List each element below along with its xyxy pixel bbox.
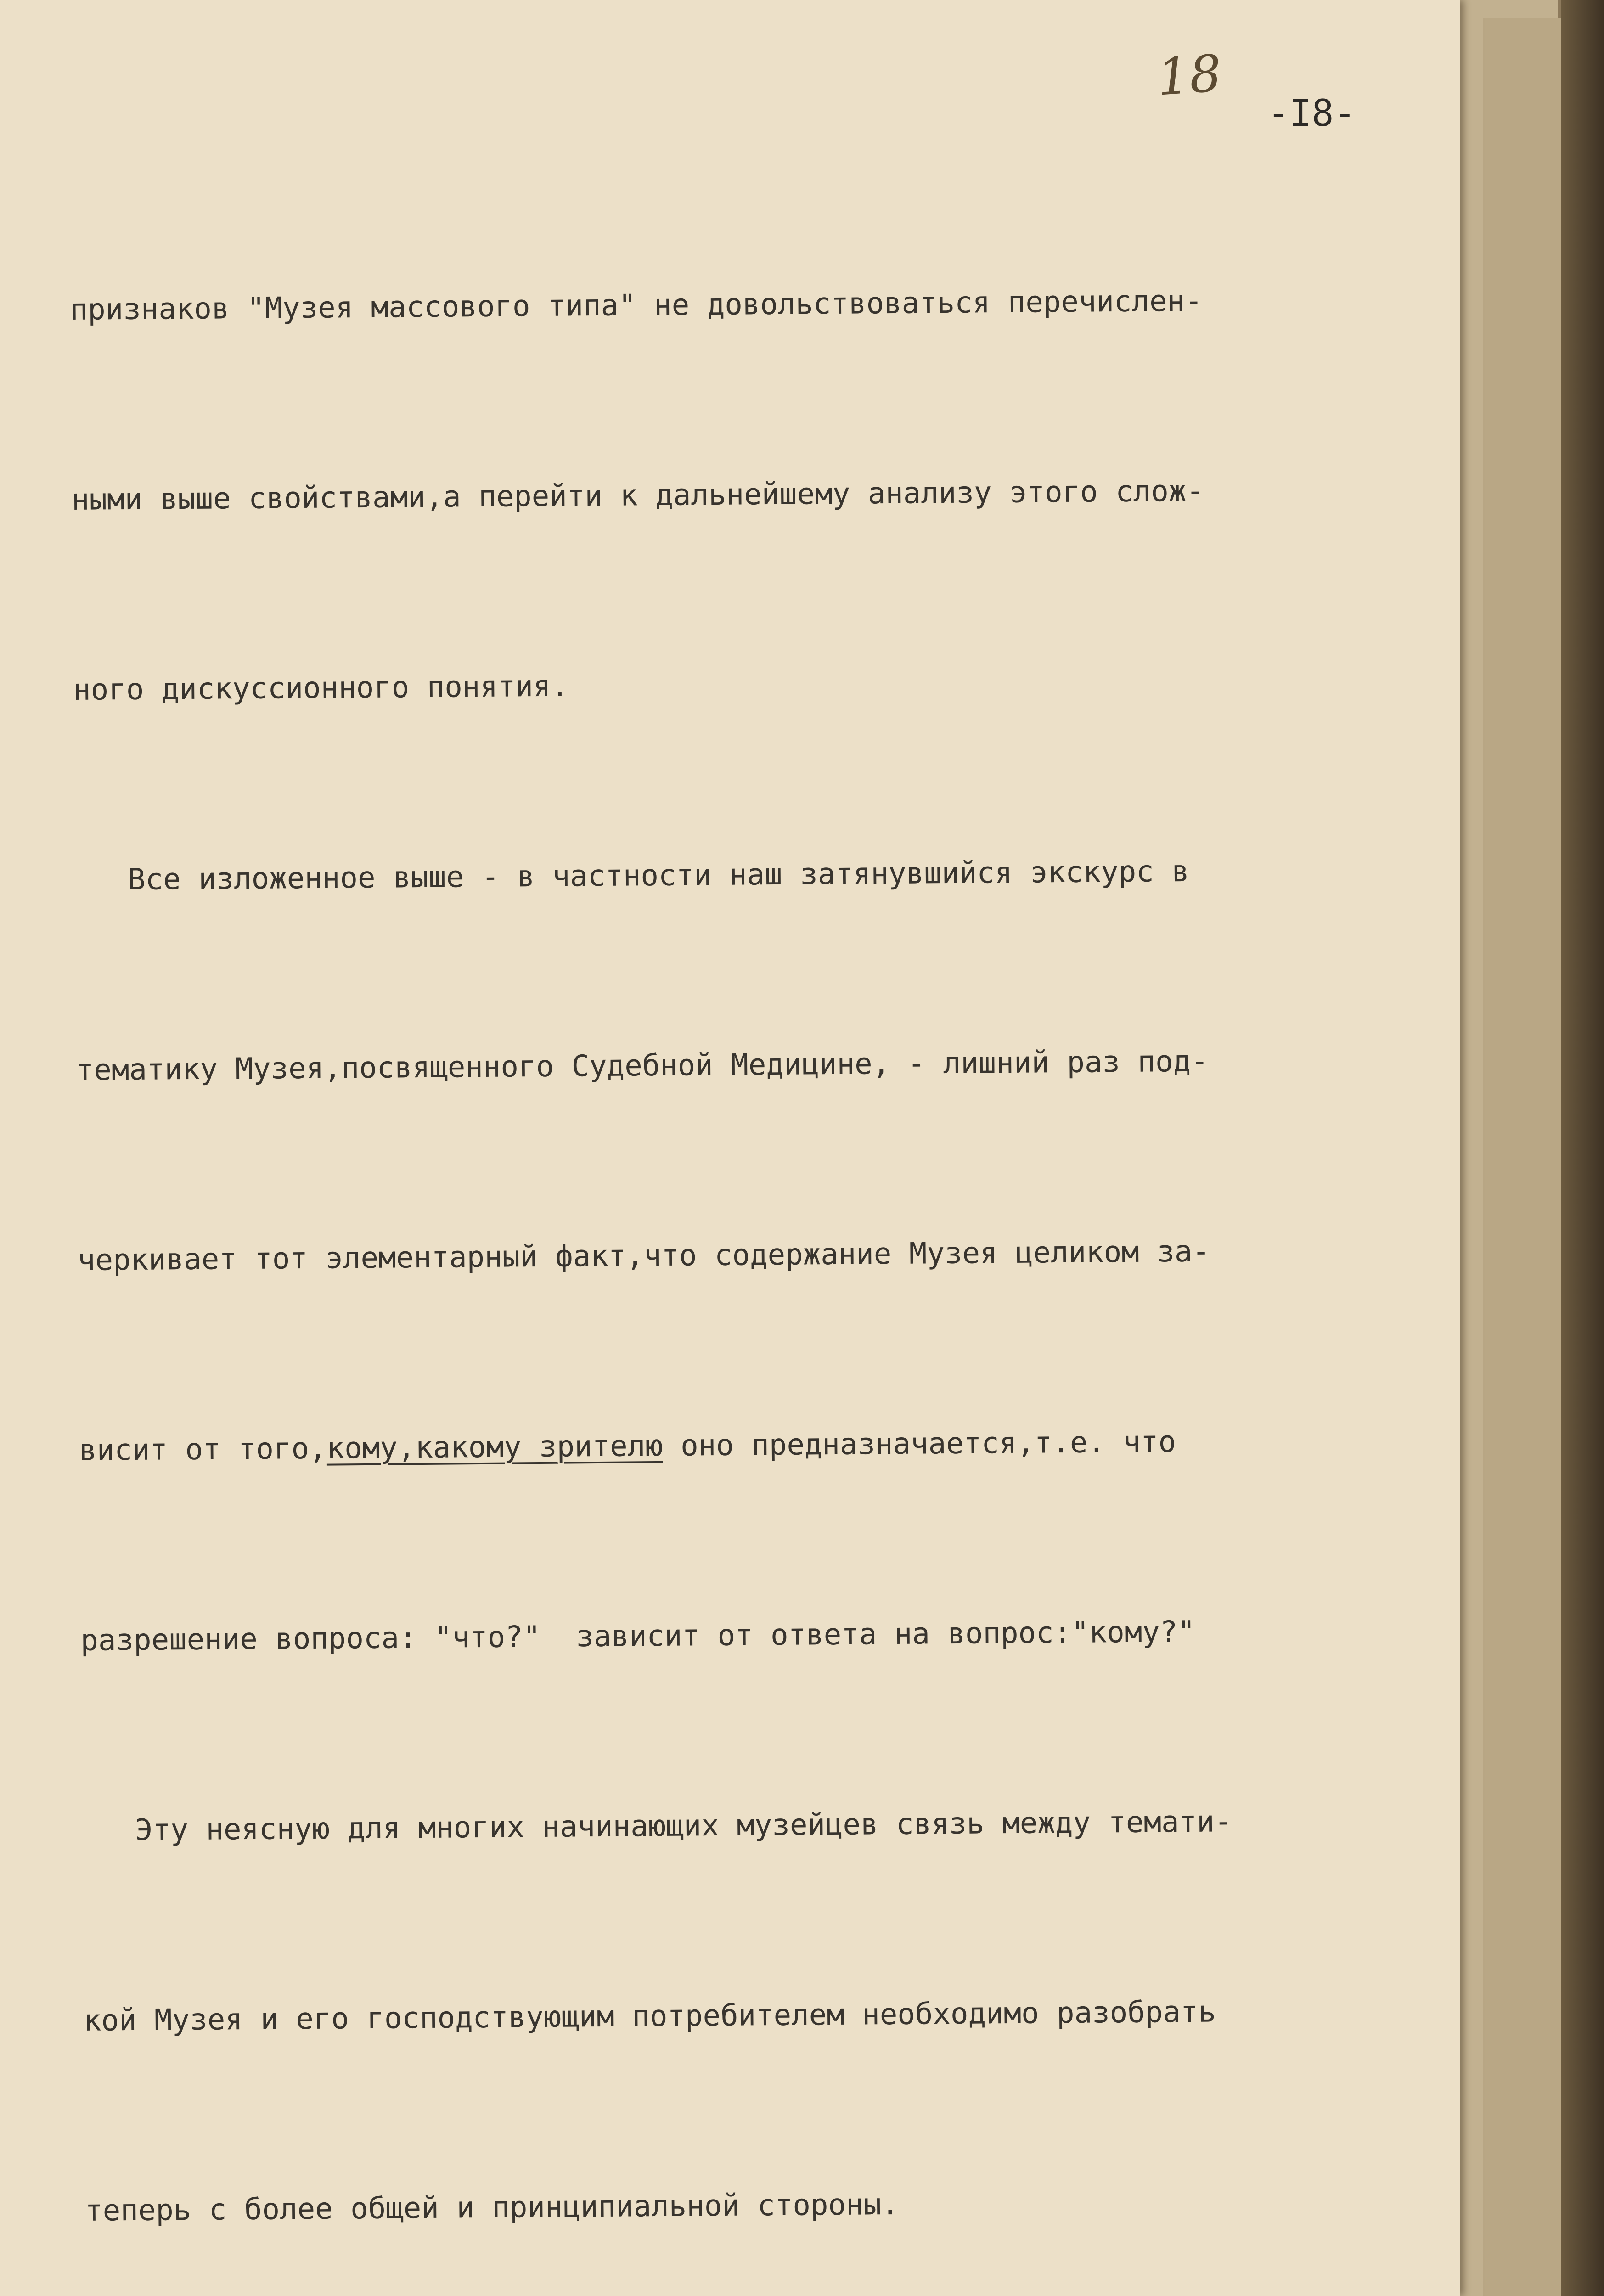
text-line: кой Музея и его господствующим потребителем необходимо разобрать xyxy=(83,1995,1216,2038)
underlined-phrase: кому,какому зрителю xyxy=(326,1429,664,1466)
text-line: висит от того,кому,какому зрителю оно предназначается,т.е. что xyxy=(79,1425,1176,1468)
handwritten-folio-number: 18 xyxy=(1155,44,1224,107)
text-line: ными выше свойствами,а перейти к дальнейшему анализу этого слож- xyxy=(71,474,1204,517)
text-line: разрешение вопроса: "что?" зависит от ответа на вопрос:"кому?" xyxy=(80,1615,1196,1658)
text-line: признаков "Музея массового типа" не довольствоваться перечислен- xyxy=(70,284,1203,327)
text-line: Все изложенное выше - в частности наш затянувшийся экскурс в xyxy=(74,854,1190,897)
text-line: Эту неясную для многих начинающих музейцев связь между темати- xyxy=(82,1805,1233,1848)
text-line: теперь с более общей и принципиальной стороны. xyxy=(84,2187,899,2228)
text-line: ного дискуссионного понятия. xyxy=(73,669,569,707)
folder-edge xyxy=(1561,0,1604,2296)
body-text xyxy=(69,141,1503,2296)
page-number: -I8- xyxy=(1267,92,1356,135)
text-line: тематику Музея,посвященного Судебной Медицине, - лишний раз под- xyxy=(76,1044,1209,1087)
text-line: черкивает тот элементарный факт,что содержание Музея целиком за- xyxy=(77,1234,1210,1277)
